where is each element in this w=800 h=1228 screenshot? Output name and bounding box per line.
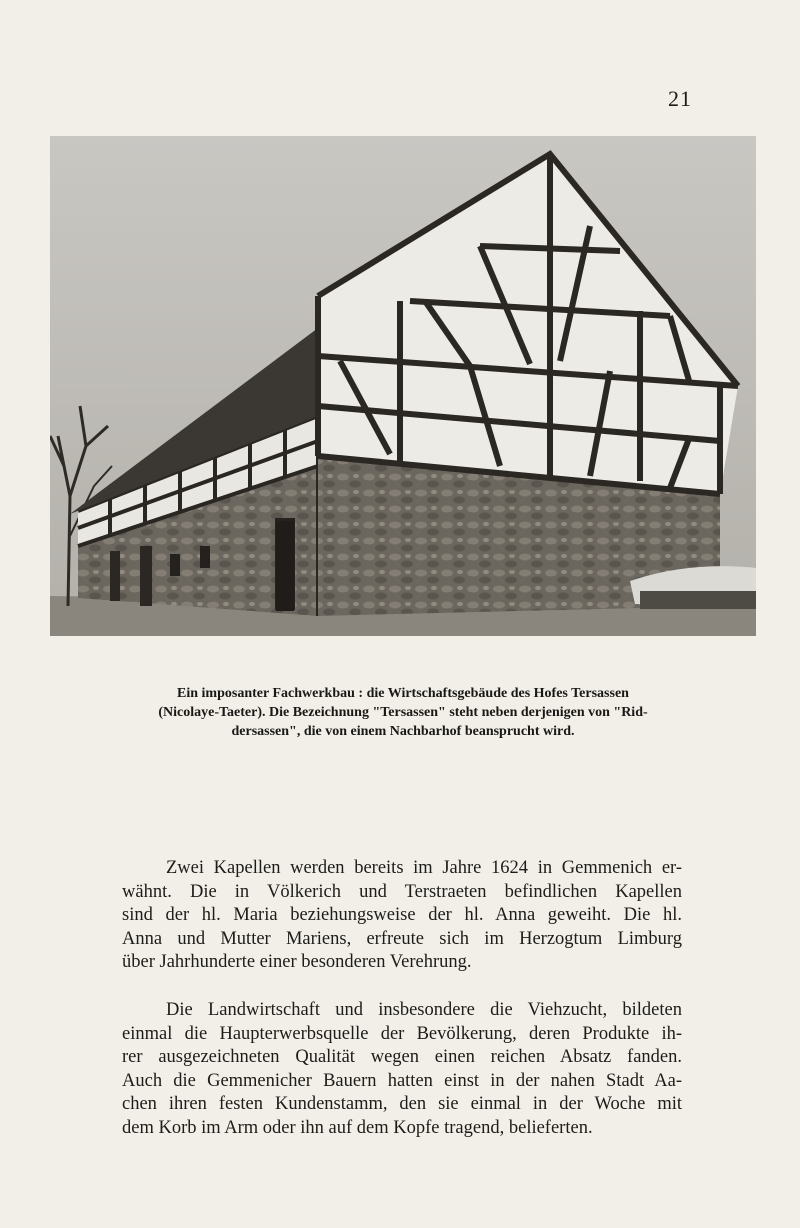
text-line: dem Korb im Arm oder ihn auf dem Kopfe tragend, belieferten. — [122, 1117, 593, 1138]
text-line: Die Landwirtschaft und insbesondere die Viehzucht, bildeten — [166, 1000, 682, 1020]
caption-line: Ein imposanter Fachwerkbau : die Wirtschaftsgebäude des Hofes Tersassen — [177, 686, 629, 701]
text-line: rer ausgezeichneten Qualität wegen einen reichen Absatz fanden. — [122, 1047, 682, 1068]
text-line: Auch die Gemmenicher Bauern hatten einst in der nahen Stadt Aa- — [122, 1070, 682, 1091]
photo-half-timbered-barn — [50, 136, 756, 636]
text-line: einmal die Haupterwerbsquelle der Bevölkerung, deren Produkte ih- — [122, 1023, 682, 1044]
text-line: über Jahrhunderte einer besonderen Verehrung. — [122, 952, 472, 973]
caption-line: dersassen", die von einem Nachbarhof beansprucht wird. — [231, 724, 575, 739]
text-line: Zwei Kapellen werden bereits im Jahre 1624 in Gemmenich er- — [166, 858, 682, 878]
text-line: sind der hl. Maria beziehungsweise der hl. Anna geweiht. Die hl. — [122, 905, 682, 926]
paragraph-chapels — [122, 857, 682, 975]
text-line: Anna und Mutter Mariens, erfreute sich im Herzogtum Limburg — [122, 928, 682, 949]
text-line: wähnt. Die in Völkerich und Terstraeten befindlichen Kapellen — [122, 881, 682, 902]
page-number: 21 — [668, 86, 692, 111]
photo-caption — [118, 684, 688, 741]
paragraph-agriculture — [122, 999, 682, 1141]
barn-photo-drawing — [50, 136, 756, 636]
text-line: chen ihren festen Kundenstamm, den sie einmal in der Woche mit — [122, 1094, 682, 1115]
caption-line: (Nicolaye-Taeter). Die Bezeichnung "Tersassen" steht neben derjenigen von "Rid- — [158, 705, 648, 720]
